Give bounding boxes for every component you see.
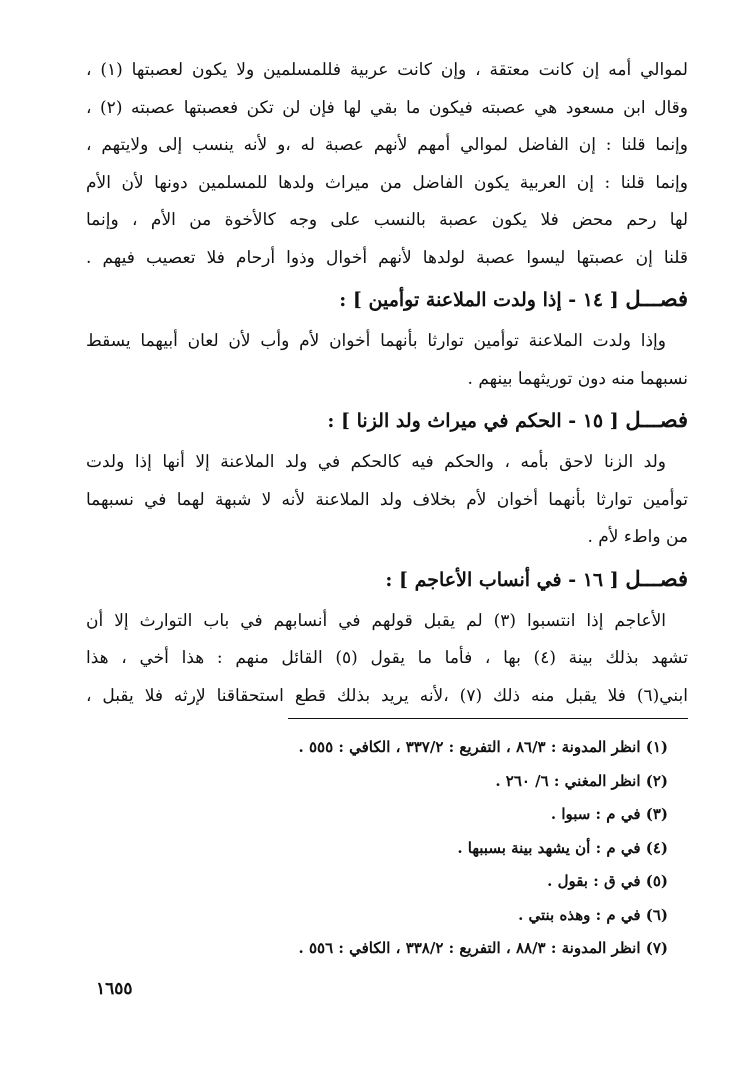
text-line: وإنما قلنا : إن العربية يكون الفاضل من ميراث ولدها للمسلمين دونها لأن الأم — [86, 172, 688, 193]
text-line: ولد الزنا لاحق بأمه ، والحكم فيه كالحكم في ولد الملاعنة إلا أنها إذا ولدت — [86, 452, 666, 472]
footnote: (٤) في م : أن يشهد بينة بسببها . — [457, 838, 668, 857]
text-line: تشهد بذلك بينة (٤) بها ، فأما ما يقول (٥) القائل منهم : هذا أخي ، هذا — [86, 648, 688, 668]
footnotes — [90, 731, 668, 966]
section-word: فصـــل — [625, 286, 688, 311]
text-line: نسبهما منه دون توريثهما بينهم . — [467, 368, 688, 389]
text-line: وقال ابن مسعود هي عصبته فيكون ما بقي لها فإن لن تكن فعصبتها عصبته (٢) ، — [86, 97, 688, 118]
section-15-body — [86, 444, 688, 557]
text-line: وإنما قلنا : إن الفاضل لموالي أمهم لأنهم عصبة له ،و لأنه ينسب إلى ولايتهم ، — [86, 135, 688, 155]
text-line: قلنا إن عصبتها ليسوا عصبة لولدها لأنهم أخوال وذوا أرحام فلا تعصيب فيهم . — [86, 247, 688, 268]
footnote: (٧) انظر المدونة : ٨٨/٣ ، التفريع : ٣٣٨/٢ ، الكافي : ٥٥٦ . — [298, 939, 668, 957]
footnote: (٣) في م : سبوا . — [550, 805, 668, 823]
footnote-divider — [288, 718, 688, 719]
footnote: (١) انظر المدونة : ٨٦/٣ ، التفريع : ٣٣٧/٢ ، الكافي : ٥٥٥ . — [298, 738, 668, 756]
text-line: من واطء لأم . — [587, 527, 688, 547]
text-line: الأعاجم إذا انتسبوا (٣) لم يقبل قولهم في أنسابهم في باب التوارث إلا أن — [86, 610, 667, 631]
text-line: ابني(٦) فلا يقبل منه ذلك (٧) ،لأنه يريد بذلك قطع استحقاقنا لإرثه فلا يقبل ، — [86, 685, 688, 706]
section-16-heading — [86, 559, 688, 599]
section-title: [ ١٥ - الحكم في ميراث ولد الزنا ] : — [327, 410, 619, 432]
section-16-body — [86, 603, 688, 716]
section-14-heading — [86, 279, 688, 319]
page-number: ١٦٥٥ — [96, 979, 133, 999]
section-title: [ ١٤ - إذا ولدت الملاعنة توأمين ] : — [339, 289, 619, 311]
text-line: لها رحم محض فلا يكون عصبة بالنسب على وجه كالأخوة من الأم ، وإنما — [86, 210, 688, 230]
main-text — [86, 52, 688, 715]
section-15-heading — [86, 400, 688, 440]
paragraph-1 — [86, 52, 688, 277]
section-title: [ ١٦ - في أنساب الأعاجم ] : — [385, 568, 619, 591]
section-word: فصـــل — [625, 565, 688, 591]
text-line: وإذا ولدت الملاعنة توأمين توارثا بأنهما أخوان لأم وأب لأن لعان أبيهما يسقط — [86, 331, 666, 351]
section-word: فصـــل — [625, 407, 688, 432]
section-14-body — [86, 323, 688, 398]
text-line: لموالي أمه إن كانت معتقة ، وإن كانت عربية فللمسلمين ولا يكون لعصبتها (١) ، — [86, 60, 688, 80]
footnote: (٦) في م : وهذه بنتي . — [518, 905, 668, 924]
footnote: (٢) انظر المغني : ٦/ ٢٦٠ . — [495, 771, 668, 790]
footnote: (٥) في ق : بقول . — [547, 872, 668, 890]
text-line: توأمين توارثا بأنهما أخوان لأم بخلاف ولد الملاعنة لأنه لا شبهة لهما في نسبهما — [86, 489, 688, 510]
